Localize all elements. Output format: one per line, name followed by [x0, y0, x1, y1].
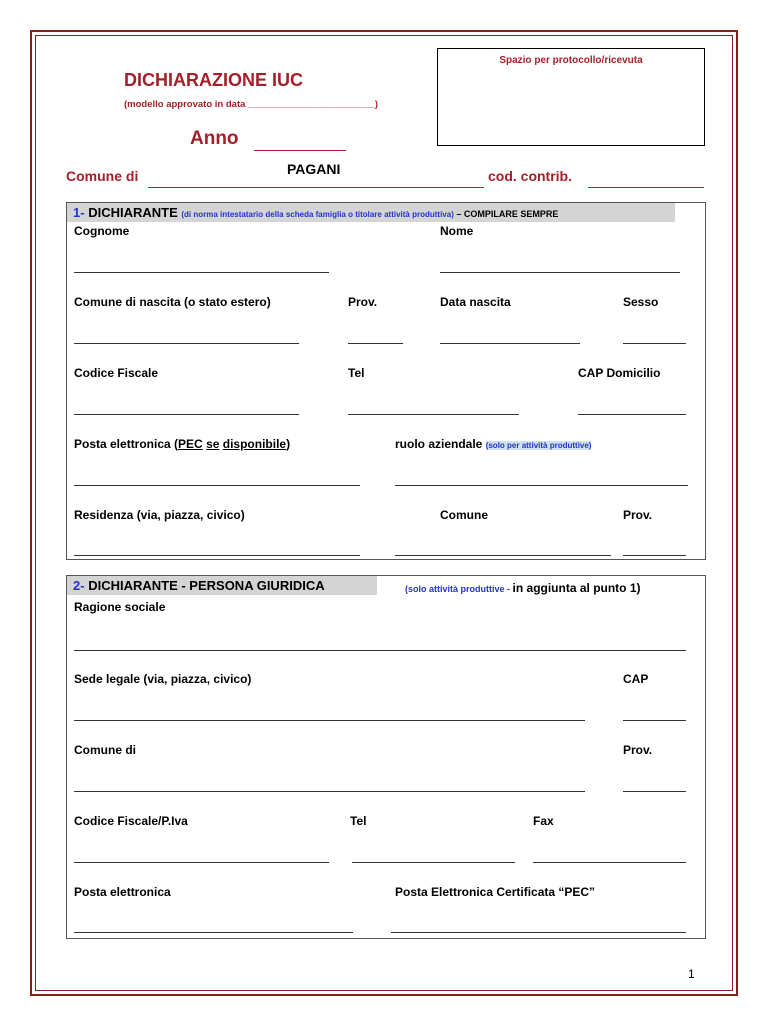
pec-label: Posta Elettronica Certificata “PEC”	[395, 885, 596, 899]
data-nascita-label: Data nascita	[440, 295, 511, 309]
posta2-label: Posta elettronica	[74, 885, 171, 899]
section2-note: (solo attività produttive - in aggiunta al punto 1)	[405, 581, 641, 595]
prov-nascita-field[interactable]	[348, 343, 403, 344]
section2-title: DICHIARANTE - PERSONA GIURIDICA	[88, 578, 325, 593]
cf-piva-field[interactable]	[74, 862, 329, 863]
document-title: DICHIARAZIONE IUC	[124, 70, 303, 90]
pec-field[interactable]	[391, 932, 686, 933]
residenza-field[interactable]	[74, 555, 360, 556]
document-subtitle: (modello approvato in data ________________________)	[124, 99, 379, 110]
section2-header	[67, 576, 377, 595]
comune-nascita-label: Comune di nascita (o stato estero)	[74, 295, 271, 309]
section1-always: – COMPILARE SEMPRE	[453, 209, 559, 219]
cap-label: CAP	[623, 672, 649, 686]
posta-elettronica-field[interactable]	[74, 485, 360, 486]
sede-legale-label: Sede legale (via, piazza, civico)	[74, 672, 252, 686]
section1-header	[67, 203, 675, 222]
section1-title: DICHIARANTE	[88, 205, 178, 220]
cod-contrib-label: cod. contrib.	[488, 168, 572, 184]
comune-field[interactable]	[148, 187, 484, 188]
ragione-sociale-field[interactable]	[74, 650, 686, 651]
section-dichiarante	[66, 202, 706, 560]
data-nascita-field[interactable]	[440, 343, 580, 344]
comune-nascita-field[interactable]	[74, 343, 299, 344]
ruolo-note: (solo per attività produttive)	[485, 441, 592, 450]
ruolo-aziendale-field[interactable]	[395, 485, 688, 486]
section2-number: 2-	[73, 578, 85, 593]
comune-value: PAGANI	[287, 161, 341, 177]
codice-fiscale-field[interactable]	[74, 414, 299, 415]
ragione-sociale-label: Ragione sociale	[74, 600, 166, 614]
year-field[interactable]	[254, 150, 346, 151]
fax-field[interactable]	[533, 862, 686, 863]
posta2-field[interactable]	[74, 932, 353, 933]
comune-residenza-label: Comune	[440, 508, 488, 522]
tel2-label: Tel	[350, 814, 367, 828]
comune-label: Comune di	[66, 168, 139, 184]
tel2-field[interactable]	[352, 862, 515, 863]
prov-nascita-label: Prov.	[348, 295, 378, 309]
sesso-label: Sesso	[623, 295, 659, 309]
page-number: 1	[688, 967, 695, 981]
prov-residenza-field[interactable]	[623, 555, 686, 556]
cod-contrib-field[interactable]	[588, 187, 704, 188]
comune-residenza-field[interactable]	[395, 555, 611, 556]
posta-elettronica-label: Posta elettronica (PEC se disponibile)	[74, 437, 291, 451]
section1-note: (di norma intestatario della scheda famiglia o titolare attività produttiva)	[181, 210, 454, 219]
sesso-field[interactable]	[623, 343, 686, 344]
prov2-field[interactable]	[623, 791, 686, 792]
sede-legale-field[interactable]	[74, 720, 585, 721]
comune-di-field[interactable]	[74, 791, 585, 792]
year-label: Anno	[190, 128, 239, 149]
section1-number: 1-	[73, 205, 85, 220]
tel-label: Tel	[348, 366, 365, 380]
codice-fiscale-label: Codice Fiscale	[74, 366, 159, 380]
cf-piva-label: Codice Fiscale/P.Iva	[74, 814, 188, 828]
comune-di-label: Comune di	[74, 743, 136, 757]
section-persona-giuridica	[66, 575, 706, 939]
ruolo-aziendale-label: ruolo aziendale (solo per attività produttive)	[395, 437, 592, 451]
prov-residenza-label: Prov.	[623, 508, 653, 522]
cap-domicilio-label: CAP Domicilio	[578, 366, 661, 380]
tel-field[interactable]	[348, 414, 519, 415]
protocol-label: Spazio per protocollo/ricevuta	[499, 55, 643, 66]
cognome-label: Cognome	[74, 224, 130, 238]
nome-label: Nome	[440, 224, 474, 238]
cap-domicilio-field[interactable]	[578, 414, 686, 415]
prov2-label: Prov.	[623, 743, 653, 757]
cap-field[interactable]	[623, 720, 686, 721]
cognome-field[interactable]	[74, 272, 329, 273]
fax-label: Fax	[533, 814, 554, 828]
nome-field[interactable]	[440, 272, 680, 273]
protocol-box	[437, 48, 705, 146]
residenza-label: Residenza (via, piazza, civico)	[74, 508, 245, 522]
